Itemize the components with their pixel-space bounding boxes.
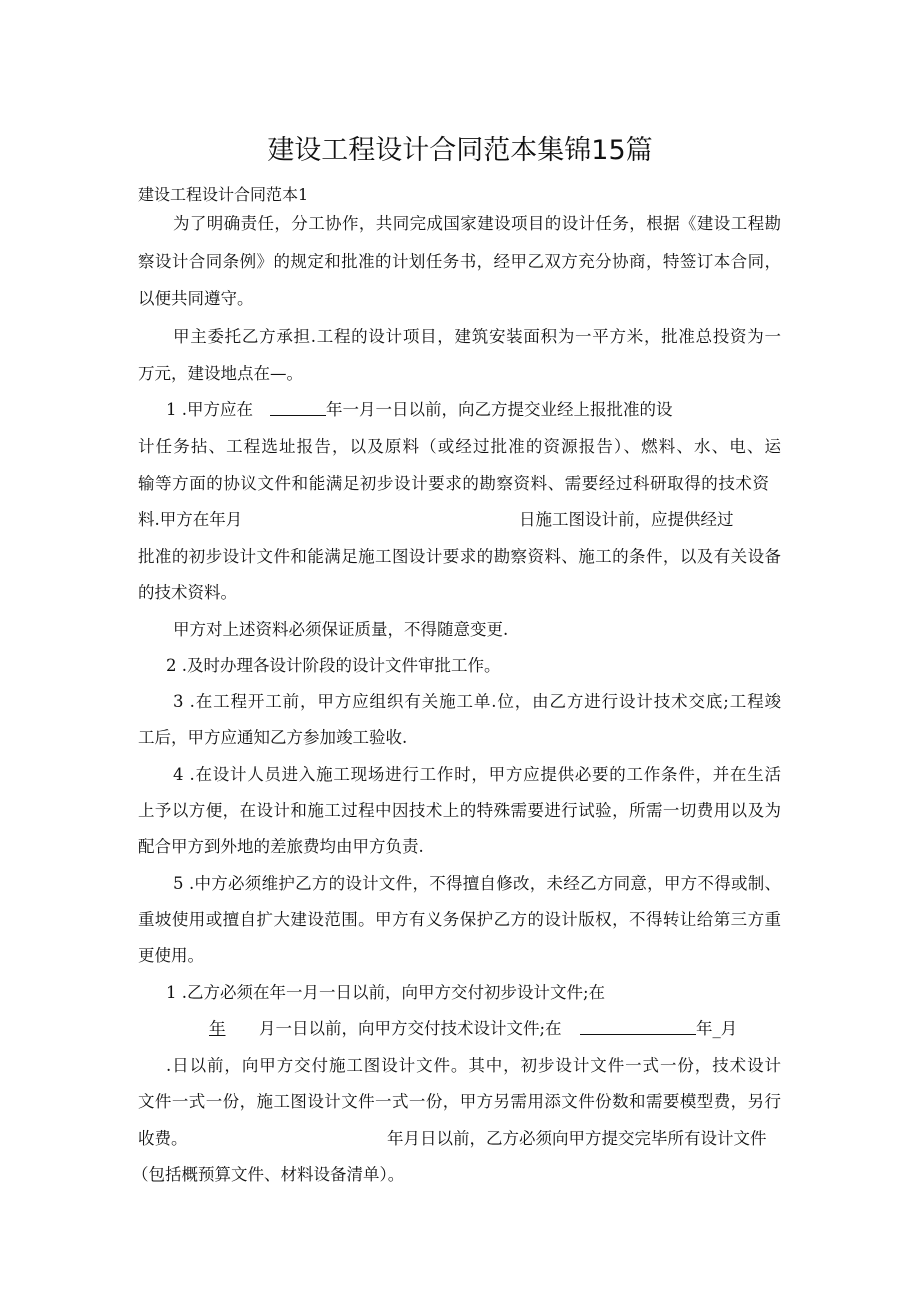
paragraph-line: （包括概预算文件、材料设备清单）。 bbox=[132, 1165, 405, 1184]
paragraph-line: 日施工图设计前，应提供经过 bbox=[519, 510, 734, 529]
paragraph-line: 上予以方便，在设计和施工过程中因技术上的特殊需要进行试验，所需一切费用以及为 bbox=[138, 801, 781, 820]
paragraph-line: .日以前，向甲方交付施工图设计文件。其中，初步设计文件一式一份，技术设计 bbox=[166, 1056, 781, 1075]
paragraph-line: 4 .在设计人员进入施工现场进行工作时，甲方应提供必要的工作条件，并在生活 bbox=[173, 765, 781, 784]
paragraph-line: 甲方对上述资料必须保证质量，不得随意变更. bbox=[173, 620, 509, 639]
fill-blank bbox=[580, 1020, 696, 1035]
paragraph-line: 计任务拈、工程选址报告，以及原料（或经过批准的资源报告）、燃料、水、电、运 bbox=[138, 437, 781, 456]
paragraph-line: 输等方面的协议文件和能满足初步设计要求的勘察资料、需要经过科研取得的技术资 bbox=[138, 474, 769, 493]
paragraph-line: 年一月一日以前，向乙方提交业经上报批准的设 bbox=[326, 400, 673, 419]
paragraph-line: 1 .乙方必须在年一月一日以前，向甲方交付初步设计文件;在 bbox=[166, 983, 606, 1002]
paragraph-line: 年 bbox=[209, 1019, 226, 1038]
paragraph-line: 料.甲方在年月 bbox=[138, 510, 243, 529]
paragraph-line: 收费。 bbox=[138, 1129, 188, 1148]
paragraph-line: 万元，建设地点在—。 bbox=[138, 364, 303, 383]
paragraph-line: 批准的初步设计文件和能满足施工图设计要求的勘察资料、施工的条件，以及有关设备 bbox=[138, 547, 781, 566]
paragraph-line: 2 .及时办理各设计阶段的设计文件审批工作。 bbox=[166, 656, 501, 675]
paragraph-line: 1 .甲方应在 bbox=[166, 400, 253, 419]
document-title: 建设工程设计合同范本集锦15篇 bbox=[267, 135, 653, 166]
paragraph-line: 年月日以前，乙方必须向甲方提交完毕所有设计文件 bbox=[387, 1129, 767, 1148]
paragraph-line: 以便共同遵守。 bbox=[138, 289, 254, 308]
paragraph-line: 为了明确责任，分工协作，共同完成国家建设项目的设计任务，根据《建设工程勘 bbox=[173, 214, 781, 233]
paragraph-line: 3 .在工程开工前，甲方应组织有关施工单.位，由乙方进行设计技术交底;工程竣 bbox=[173, 692, 781, 711]
fill-blank bbox=[270, 401, 326, 416]
paragraph-line: 文件一式一份，施工图设计文件一式一份，甲方另需用添文件份数和需要模型费，另行 bbox=[138, 1092, 781, 1111]
paragraph-line: 重坡使用或擅自扩大建设范围。甲方有义务保护乙方的设计版权，不得转让给第三方重 bbox=[138, 910, 781, 929]
paragraph-line: 的技术资料。 bbox=[138, 583, 237, 602]
paragraph-line: 月一日以前，向甲方交付技术设计文件;在 bbox=[259, 1019, 562, 1038]
paragraph-line: 更使用。 bbox=[138, 946, 204, 965]
paragraph-line: 5 .中方必须维护乙方的设计文件，不得擅自修改，未经乙方同意，甲方不得或制、 bbox=[173, 874, 781, 893]
section-heading: 建设工程设计合同范本1 bbox=[138, 185, 309, 204]
paragraph-line: 年_月 bbox=[696, 1019, 738, 1038]
paragraph-line: 工后，甲方应通知乙方参加竣工验收. bbox=[138, 728, 408, 747]
paragraph-line: 甲主委托乙方承担.工程的设计项目，建筑安装面积为一平方米，批准总投资为一 bbox=[173, 327, 781, 346]
paragraph-line: 配合甲方到外地的差旅费均由甲方负责. bbox=[138, 837, 424, 856]
paragraph-line: 察设计合同条例》的规定和批准的计划任务书，经甲乙双方充分协商，特签订本合同， bbox=[138, 252, 781, 271]
